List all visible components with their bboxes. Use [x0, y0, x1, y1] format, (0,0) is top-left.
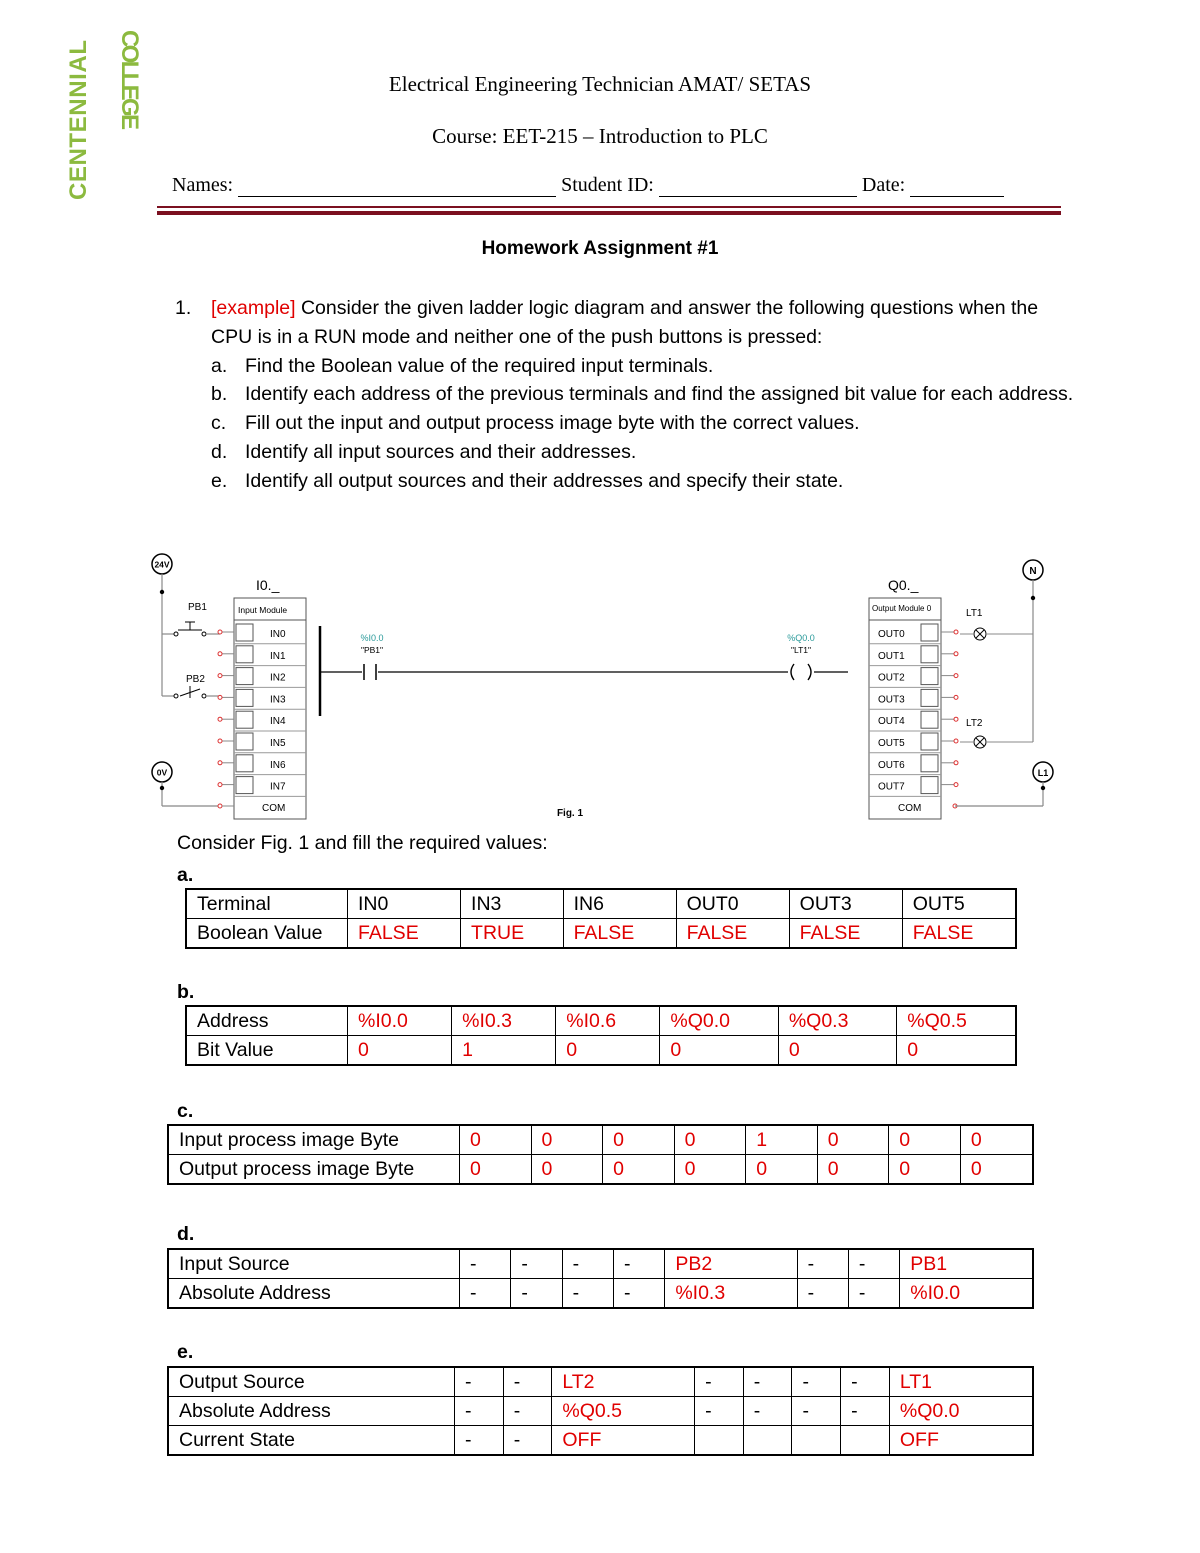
input-com-label: COM	[262, 803, 286, 814]
table-a-label: a.	[177, 864, 194, 886]
value-cell	[841, 1426, 890, 1456]
value-cell: IN6	[563, 889, 676, 919]
table-row	[168, 1279, 1033, 1309]
table-row	[186, 1006, 1016, 1036]
value-cell: -	[841, 1397, 890, 1426]
value-cell: -	[503, 1426, 552, 1456]
value-cell: -	[460, 1279, 511, 1309]
coil-right	[808, 664, 811, 680]
header-divider-thick	[157, 211, 1061, 215]
value-cell: 0	[897, 1036, 1016, 1066]
output-module-label: Output Module 0	[872, 604, 932, 613]
table-row	[168, 1367, 1033, 1397]
row-header-cell: Current State	[168, 1426, 455, 1456]
value-cell: -	[743, 1367, 792, 1397]
question-1	[175, 294, 1075, 496]
output-com-label: COM	[898, 803, 922, 814]
table-row	[186, 919, 1016, 949]
student-info-line	[172, 174, 1052, 197]
value-cell: -	[841, 1367, 890, 1397]
row-header-cell: Bit Value	[186, 1036, 348, 1066]
output-terminal-label: OUT1	[878, 650, 905, 662]
coil-tag: "LT1"	[790, 645, 812, 655]
value-cell: LT1	[889, 1367, 1033, 1397]
value-cell: IN3	[461, 889, 564, 919]
v0-label: 0V	[156, 767, 168, 778]
value-cell: 0	[889, 1155, 961, 1185]
value-cell: 0	[460, 1125, 532, 1155]
lt1-label: LT1	[966, 608, 983, 619]
table-row	[168, 1426, 1033, 1456]
table-d-label: d.	[177, 1223, 195, 1245]
value-cell: %I0.0	[900, 1279, 1033, 1309]
table-row	[168, 1155, 1033, 1185]
question-text: Consider the given ladder logic diagram and answer the following questions when the CPU is in a RUN mode and neither one of the push buttons is pressed:	[211, 297, 1039, 348]
question-number: 1.	[175, 297, 192, 319]
date-label: Date:	[861, 174, 906, 196]
value-cell: -	[695, 1367, 744, 1397]
value-cell: -	[503, 1367, 552, 1397]
value-cell: 0	[674, 1125, 746, 1155]
program-title: Electrical Engineering Technician AMAT/ SETAS	[388, 72, 812, 96]
value-cell: -	[503, 1397, 552, 1426]
value-cell: %Q0.0	[889, 1397, 1033, 1426]
v24-label: 24V	[154, 559, 170, 570]
input-terminal-label: IN7	[270, 781, 286, 793]
value-cell: FALSE	[676, 919, 789, 949]
value-cell: 1	[746, 1125, 818, 1155]
date-field[interactable]	[910, 176, 1004, 197]
input-terminal-label: IN5	[270, 738, 286, 749]
sub-item: b. Identify each address of the previous terminals and find the assigned bit value for each address.	[211, 383, 1074, 406]
table-row	[168, 1249, 1033, 1279]
value-cell: -	[797, 1249, 848, 1279]
value-cell: 0	[603, 1125, 675, 1155]
value-cell	[695, 1426, 744, 1456]
table-a	[185, 888, 1017, 949]
value-cell: 0	[531, 1125, 603, 1155]
input-terminal-label: IN3	[270, 694, 286, 706]
output-terminal-label: OUT3	[878, 694, 905, 706]
output-address-label: Q0._	[888, 577, 919, 593]
value-cell: 0	[660, 1036, 778, 1066]
output-terminal-label: OUT4	[878, 716, 905, 728]
value-cell: OUT5	[902, 889, 1016, 919]
coil-address: %Q0.0	[787, 633, 815, 643]
value-cell: %I0.3	[452, 1006, 556, 1036]
table-row	[186, 889, 1016, 919]
contact-tag: "PB1"	[360, 645, 384, 655]
table-row	[186, 1036, 1016, 1066]
value-cell: PB1	[900, 1249, 1033, 1279]
row-header-cell: Absolute Address	[168, 1279, 460, 1309]
input-module-label: Input Module	[238, 605, 288, 615]
value-cell: OUT0	[676, 889, 789, 919]
value-cell: 0	[674, 1155, 746, 1185]
sub-item: e. Identify all output sources and their addresses and specify their state.	[211, 469, 844, 492]
value-cell: -	[695, 1397, 744, 1426]
value-cell: %Q0.5	[552, 1397, 695, 1426]
value-cell: -	[613, 1249, 664, 1279]
student-id-label: Student ID:	[561, 174, 654, 196]
table-b-label: b.	[177, 981, 195, 1003]
table-e-label: e.	[177, 1341, 194, 1363]
value-cell: -	[562, 1249, 613, 1279]
value-cell: %I0.6	[556, 1006, 660, 1036]
value-cell: 0	[960, 1155, 1033, 1185]
row-header-cell: Boolean Value	[186, 919, 348, 949]
value-cell: %I0.3	[665, 1279, 797, 1309]
value-cell: LT2	[552, 1367, 695, 1397]
table-row	[168, 1397, 1033, 1426]
value-cell: -	[613, 1279, 664, 1309]
assignment-title: Homework Assignment #1	[481, 238, 719, 259]
value-cell: 0	[603, 1155, 675, 1185]
lt2-label: LT2	[966, 718, 983, 729]
table-c-label: c.	[177, 1100, 194, 1122]
input-address-label: I0._	[256, 577, 280, 593]
row-header-cell: Input process image Byte	[168, 1125, 460, 1155]
figure-caption: Fig. 1	[556, 808, 584, 819]
value-cell: OUT3	[789, 889, 902, 919]
value-cell: 1	[452, 1036, 556, 1066]
centennial-college-logo	[65, 28, 143, 203]
table-d	[167, 1248, 1034, 1309]
value-cell: %Q0.3	[778, 1006, 896, 1036]
table-e	[167, 1366, 1034, 1456]
logo-college: COLLEGE	[116, 30, 143, 130]
contact-address: %I0.0	[360, 633, 384, 643]
value-cell: 0	[531, 1155, 603, 1185]
value-cell: FALSE	[902, 919, 1016, 949]
header-divider	[157, 206, 1061, 208]
coil-left	[791, 664, 794, 680]
value-cell: FALSE	[563, 919, 676, 949]
value-cell: IN0	[348, 889, 461, 919]
ladder-diagram	[140, 548, 1060, 833]
value-cell: 0	[556, 1036, 660, 1066]
input-terminal-label: IN4	[270, 716, 286, 728]
pb1-label: PB1	[188, 602, 207, 613]
output-terminal-label: OUT0	[878, 629, 905, 640]
value-cell: -	[455, 1367, 504, 1397]
table-b	[185, 1005, 1017, 1066]
input-terminal-label: IN6	[270, 759, 286, 771]
output-terminal-label: OUT5	[878, 738, 905, 749]
value-cell: -	[848, 1249, 899, 1279]
value-cell: OFF	[889, 1426, 1033, 1456]
value-cell: 0	[746, 1155, 818, 1185]
value-cell: -	[562, 1279, 613, 1309]
value-cell: 0	[778, 1036, 896, 1066]
value-cell	[743, 1426, 792, 1456]
value-cell: -	[511, 1279, 562, 1309]
value-cell: %Q0.5	[897, 1006, 1016, 1036]
value-cell: 0	[817, 1155, 889, 1185]
row-header-cell: Output Source	[168, 1367, 455, 1397]
value-cell: -	[455, 1426, 504, 1456]
row-header-cell: Address	[186, 1006, 348, 1036]
names-label: Names:	[172, 174, 234, 196]
names-field[interactable]	[238, 176, 556, 197]
value-cell: 0	[348, 1036, 452, 1066]
sub-item: a. Find the Boolean value of the required input terminals.	[211, 354, 714, 377]
row-header-cell: Input Source	[168, 1249, 460, 1279]
output-terminal-label: OUT2	[878, 672, 905, 684]
row-header-cell: Output process image Byte	[168, 1155, 460, 1185]
value-cell: 0	[460, 1155, 532, 1185]
value-cell: FALSE	[348, 919, 461, 949]
value-cell: -	[792, 1367, 841, 1397]
value-cell: PB2	[665, 1249, 797, 1279]
value-cell: -	[455, 1397, 504, 1426]
sub-item: c. Fill out the input and output process image byte with the correct values.	[211, 412, 860, 435]
input-terminal-label: IN1	[270, 650, 286, 662]
value-cell: -	[848, 1279, 899, 1309]
value-cell: 0	[889, 1125, 961, 1155]
table-c	[167, 1124, 1034, 1185]
row-header-cell: Terminal	[186, 889, 348, 919]
sub-item: d. Identify all input sources and their addresses.	[211, 440, 637, 463]
example-tag: [example]	[211, 297, 296, 319]
pb2-label: PB2	[186, 674, 205, 685]
course-title: Course: EET-215 – Introduction to PLC	[432, 124, 768, 148]
value-cell: -	[792, 1397, 841, 1426]
value-cell: OFF	[552, 1426, 695, 1456]
logo-centennial: CENTENNIAL	[65, 40, 92, 200]
n-label: N	[1029, 566, 1037, 577]
l1-label: L1	[1037, 768, 1049, 778]
consider-text: Consider Fig. 1 and fill the required values:	[177, 832, 548, 854]
value-cell: FALSE	[789, 919, 902, 949]
output-terminal-label: OUT6	[878, 759, 905, 771]
input-terminal-label: IN0	[270, 629, 286, 640]
value-cell: %Q0.0	[660, 1006, 778, 1036]
student-id-field[interactable]	[659, 176, 857, 197]
value-cell: -	[743, 1397, 792, 1426]
value-cell: 0	[817, 1125, 889, 1155]
value-cell: -	[797, 1279, 848, 1309]
value-cell: -	[511, 1249, 562, 1279]
output-terminal-label: OUT7	[878, 781, 905, 793]
value-cell: 0	[960, 1125, 1033, 1155]
value-cell: %I0.0	[348, 1006, 452, 1036]
table-row	[168, 1125, 1033, 1155]
value-cell	[792, 1426, 841, 1456]
value-cell: -	[460, 1249, 511, 1279]
row-header-cell: Absolute Address	[168, 1397, 455, 1426]
input-terminal-label: IN2	[270, 672, 286, 684]
value-cell: TRUE	[461, 919, 564, 949]
